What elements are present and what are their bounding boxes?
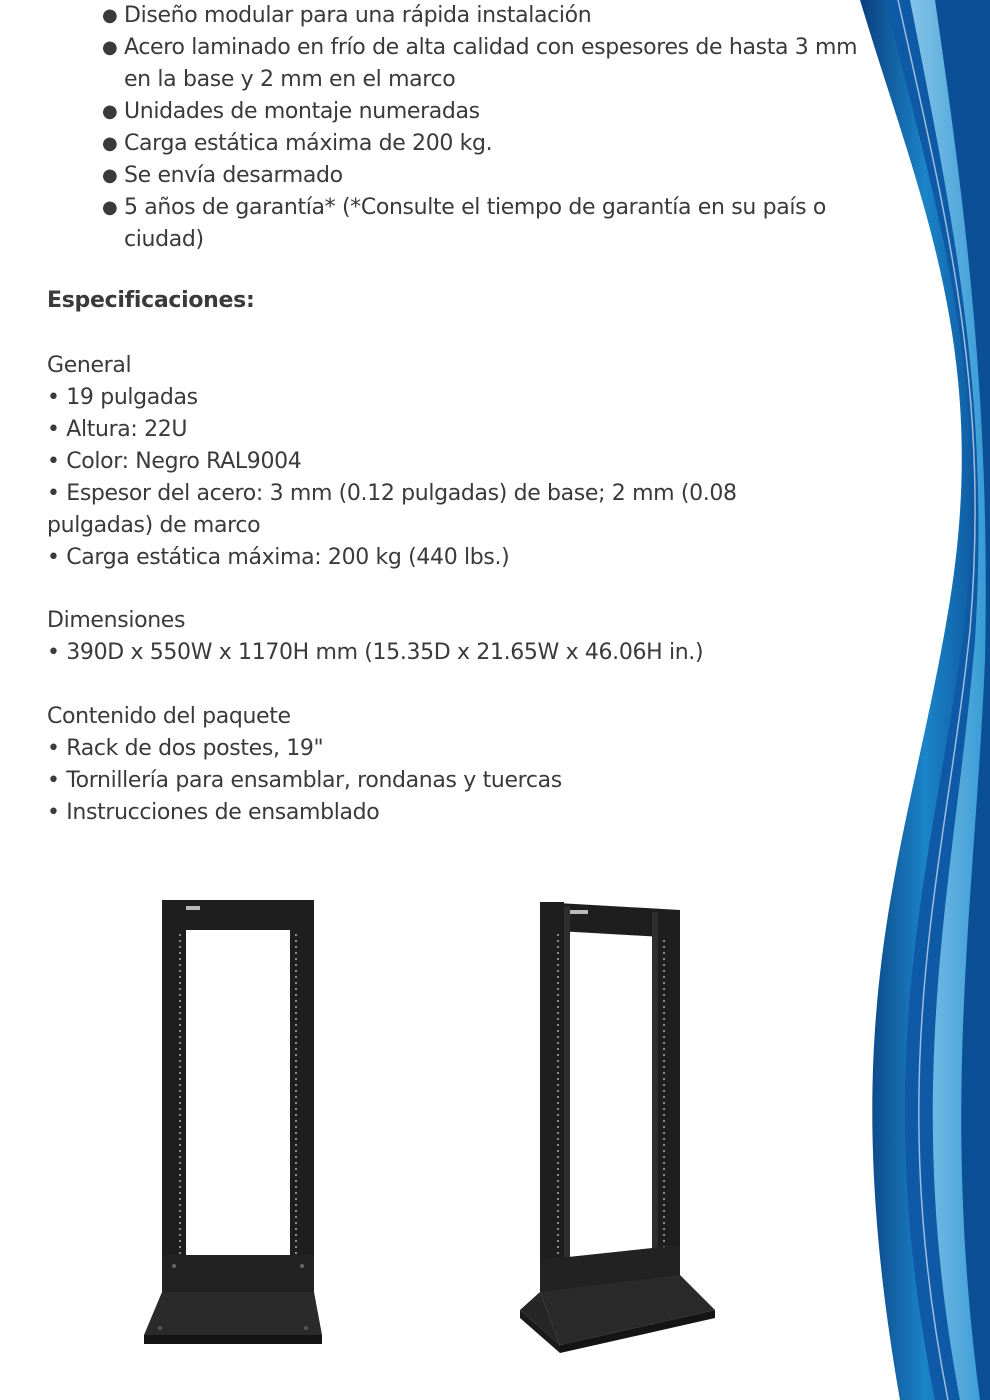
bullet-icon: ● [102, 133, 118, 154]
package-item: • Instrucciones de ensamblado [47, 800, 380, 825]
feature-list [100, 0, 860, 256]
general-section [47, 350, 847, 574]
bullet-icon: ● [102, 37, 118, 58]
bullet-icon: ● [102, 5, 118, 26]
package-section [47, 701, 847, 829]
feature-item: ● Diseño modular para una rápida instalación [100, 0, 860, 32]
dimensions-item: • 390D x 550W x 1170H mm (15.35D x 21.65W x 46.06H in.) [47, 640, 704, 665]
general-item: • Altura: 22U [47, 417, 188, 442]
general-item: • Color: Negro RAL9004 [47, 449, 302, 474]
dimensions-section [47, 605, 847, 669]
feature-item: ● Carga estática máxima de 200 kg. [100, 128, 860, 160]
package-item: • Tornillería para ensamblar, rondanas y tuercas [47, 768, 562, 793]
feature-item: ● Acero laminado en frío de alta calidad con espesores de hasta 3 mm en la base y 2 mm en el marco [100, 32, 860, 96]
bullet-icon: ● [102, 197, 118, 218]
bullet-icon: ● [102, 165, 118, 186]
general-item: • 19 pulgadas [47, 385, 198, 410]
feature-item: ● 5 años de garantía* (*Consulte el tiempo de garantía en su país o ciudad) [100, 192, 860, 256]
specifications-heading: Especificaciones: [47, 288, 255, 313]
dimensions-title: Dimensiones [47, 608, 186, 633]
rack-front-image [140, 900, 330, 1360]
bullet-icon: ● [102, 101, 118, 122]
decorative-blue-wave [840, 0, 990, 1400]
general-item: • Espesor del acero: 3 mm (0.12 pulgadas) de base; 2 mm (0.08 pulgadas) de marco [47, 481, 737, 538]
general-item: • Carga estática máxima: 200 kg (440 lbs.) [47, 545, 510, 570]
package-title: Contenido del paquete [47, 704, 291, 729]
feature-item: ● Se envía desarmado [100, 160, 860, 192]
feature-item: ● Unidades de montaje numeradas [100, 96, 860, 128]
product-images [0, 880, 860, 1380]
rack-angled-image [520, 900, 720, 1360]
general-title: General [47, 353, 132, 378]
package-item: • Rack de dos postes, 19" [47, 736, 324, 761]
